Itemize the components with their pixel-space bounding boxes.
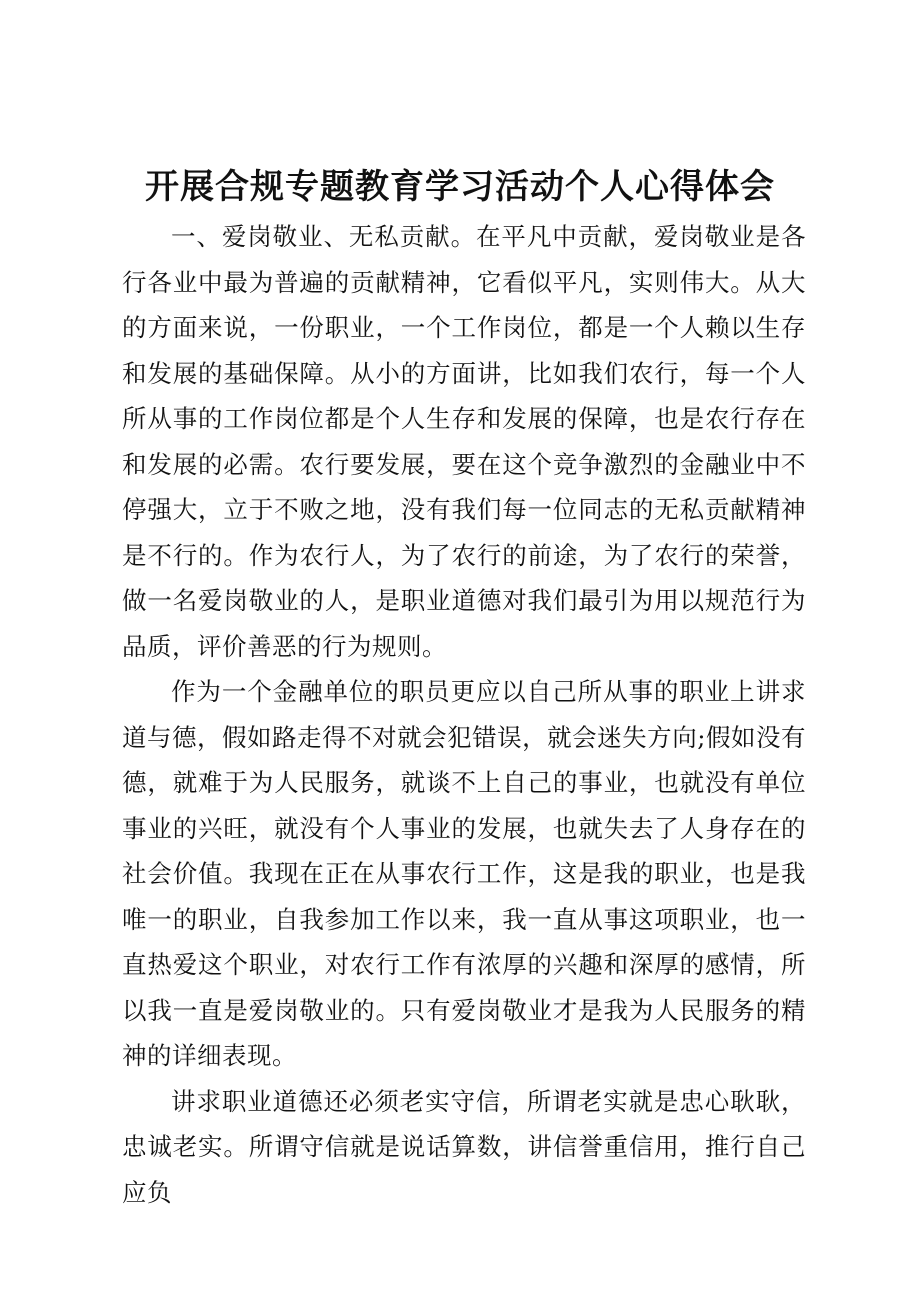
paragraph: 作为一个金融单位的职员更应以自己所从事的职业上讲求道与德，假如路走得不对就会犯错误，就会迷失方向;假如没有德，就难于为人民服务，就谈不上自己的事业，也就没有单位事业的兴旺，就没有个人事业的发展，也就失去了人身存在的社会价值。我现在正在从事农行工作，这是我的职业，也是我唯一的职业，自我参加工作以来，我一直从事这项职业，也一直热爱这个职业，对农行工作有浓厚的兴趣和深厚的感情，所以我一直是爱岗敬业的。只有爱岗敬业才是我为人民服务的精神的详细表现。 — [122, 677, 806, 1070]
paragraph: 一、爱岗敬业、无私贡献。在平凡中贡献，爱岗敬业是各行各业中最为普遍的贡献精神，它看似平凡，实则伟大。从大的方面来说，一份职业，一个工作岗位，都是一个人赖以生存和发展的基础保障。从小的方面讲，比如我们农行，每一个人所从事的工作岗位都是个人生存和发展的保障，也是农行存在和发展的必需。农行要发展，要在这个竞争激烈的金融业中不停强大，立于不败之地，没有我们每一位同志的无私贡献精神是不行的。作为农行人，为了农行的前途，为了农行的荣誉，做一名爱岗敬业的人，是职业道德对我们最引为用以规范行为品质，评价善恶的行为规则。 — [122, 222, 806, 661]
document-body — [122, 214, 806, 1215]
document-title: 开展合规专题教育学习活动个人心得体会 — [145, 167, 775, 207]
paragraph: 讲求职业道德还必须老实守信，所谓老实就是忠心耿耿，忠诚老实。所谓守信就是说话算数，讲信誉重信用，推行自己应负 — [122, 1086, 806, 1207]
